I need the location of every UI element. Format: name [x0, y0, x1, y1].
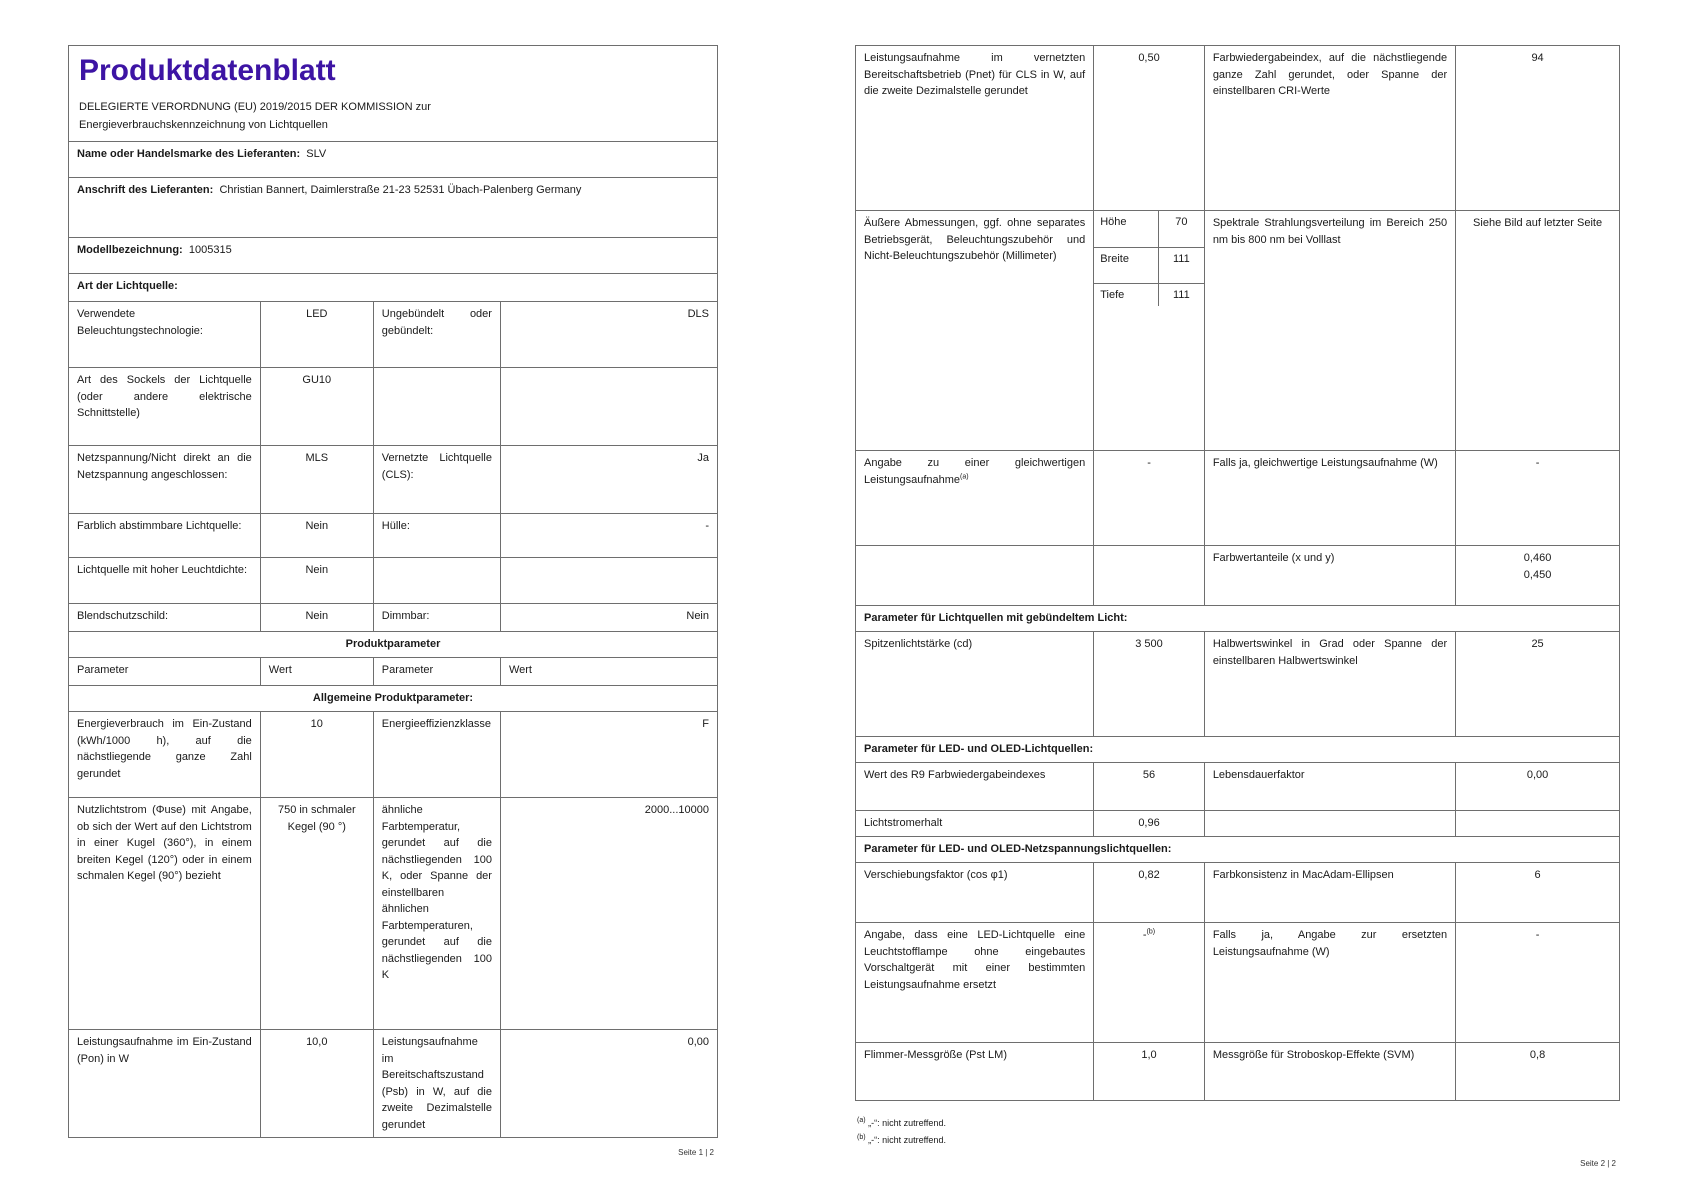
param-value-cell: MLS [260, 446, 373, 514]
param-value-cell [500, 558, 717, 604]
param-value-cell: LED [260, 302, 373, 368]
footnote-b: $^{(b)}$ „-“: nicht zutreffend. [857, 1134, 946, 1146]
param-value-cell: 750 in schmaler Kegel (90 °) [260, 798, 373, 1030]
product-parameters-header: Produktparameter [69, 632, 718, 658]
model-label: Modellbezeichnung: [77, 244, 183, 256]
param-value-cell: Ja [500, 446, 717, 514]
footnote-marker: (b) [1146, 928, 1156, 936]
table-row-mains [69, 446, 718, 514]
param-value-cell: 25 [1456, 632, 1620, 737]
table-row-displacement-factor [856, 863, 1620, 923]
param-value-cell: - [1456, 923, 1620, 1043]
section-header: Parameter für Lichtquellen mit gebündeltem Licht: [856, 606, 1620, 632]
table-row-dimensions [856, 211, 1620, 451]
param-label-cell: Spitzenlichtstärke (cd) [856, 632, 1094, 737]
param-label-cell: Ungebündelt oder gebündelt: [373, 302, 500, 368]
column-headers-row [69, 658, 718, 686]
param-value-cell: Nein [260, 514, 373, 558]
param-value-cell: 0,8 [1456, 1043, 1620, 1101]
empty-cell [1456, 811, 1620, 837]
param-value-cell: 10,0 [260, 1030, 373, 1138]
dimensions-subtable-cell [1094, 211, 1205, 451]
param-label-cell: Farbkonsistenz in MacAdam-Ellipsen [1204, 863, 1455, 923]
footnote-a: $^{(a)}$ „-“: nicht zutreffend. [857, 1117, 946, 1128]
param-value-cell: Nein [260, 604, 373, 632]
column-header: Parameter [69, 658, 261, 686]
param-label-cell: Farblich abstimmbare Lichtquelle: [69, 514, 261, 558]
param-label-cell: Art des Sockels der Lichtquelle (oder andere elektrische Schnittstelle) [69, 368, 261, 446]
param-value-cell: 1,0 [1094, 1043, 1205, 1101]
param-label-cell: Angabe, dass eine LED-Lichtquelle eine Leuchtstofflampe ohne eingebautes Vorschaltgerät mit einer bestimmten Leistungsaufnahme ersetzt [856, 923, 1094, 1043]
footnote-marker: (a) [857, 1117, 866, 1124]
dimension-name: Höhe [1094, 211, 1158, 247]
param-label-cell [373, 368, 500, 446]
supplier-name-value: SLV [306, 148, 327, 160]
table-row-peak-intensity [856, 632, 1620, 737]
param-value-cell [1456, 546, 1620, 606]
param-label-cell: Netzspannung/Nicht direkt an die Netzspannung angeschlossen: [69, 446, 261, 514]
regulation-text: DELEGIERTE VERORDNUNG (EU) 2019/2015 DER KOMMISSION zur Energieverbrauchskennzeichnung von Lichtquellen [79, 101, 431, 131]
table-row-anti-glare [69, 604, 718, 632]
param-label-cell: Halbwertswinkel in Grad oder Spanne der einstellbaren Halbwertswinkel [1204, 632, 1455, 737]
dimension-name: Tiefe [1094, 283, 1158, 306]
dimension-value: 70 [1158, 211, 1203, 247]
param-value-cell: 6 [1456, 863, 1620, 923]
param-value-cell: 3 500 [1094, 632, 1205, 737]
param-label-cell: Lichtstromerhalt [856, 811, 1094, 837]
light-source-type-header: Art der Lichtquelle: [69, 274, 718, 302]
title-row [69, 46, 718, 142]
table-row-color-tunable [69, 514, 718, 558]
param-label-cell: Leistungsaufnahme im Ein-Zustand (Pon) in W [69, 1030, 261, 1138]
table-row-high-luminance [69, 558, 718, 604]
page2-footer: Seite 2 | 2 [1580, 1159, 1616, 1169]
param-label-cell: Leistungsaufnahme im vernetzten Bereitschaftsbetrieb (Pnet) für CLS in W, auf die zweite Dezimalstelle gerundet [856, 46, 1094, 211]
param-value-cell: 0,00 [500, 1030, 717, 1138]
footnote-marker: (a) [960, 472, 969, 480]
general-parameters-header-row [69, 686, 718, 712]
section-header-mains-led [856, 837, 1620, 863]
section-header-directional [856, 606, 1620, 632]
param-label-cell: Leistungsaufnahme im Bereitschaftszustand (Psb) in W, auf die zweite Dezimalstelle gerundet [373, 1030, 500, 1138]
param-label-cell: Spektrale Strahlungsverteilung im Bereich 250 nm bis 800 nm bei Volllast [1204, 211, 1455, 451]
param-label-cell: Verwendete Beleuchtungstechnologie: [69, 302, 261, 368]
empty-cell [1204, 811, 1455, 837]
supplier-name-label: Name oder Handelsmarke des Lieferanten: [77, 148, 301, 160]
section-header-led-oled [856, 737, 1620, 763]
param-label-cell [373, 558, 500, 604]
dimension-value: 111 [1158, 247, 1203, 283]
param-value-cell: - [500, 514, 717, 558]
param-label-cell: Energieverbrauch im Ein-Zustand (kWh/1000 h), auf die nächstliegende ganze Zahl gerundet [69, 712, 261, 798]
table-row-networked-standby [856, 46, 1620, 211]
dimensions-label-cell: Äußere Abmessungen, ggf. ohne separates Betriebsgerät, Beleuchtungszubehör und Nicht-Beleuchtungszubehör (Millimeter) [856, 211, 1094, 451]
param-label-cell: Flimmer-Messgröße (Pst LM) [856, 1043, 1094, 1101]
param-label-cell: Dimmbar: [373, 604, 500, 632]
supplier-address-value: Christian Bannert, Daimlerstraße 21-23 52531 Übach-Palenberg Germany [219, 184, 582, 196]
param-value-cell: 2000...10000 [500, 798, 717, 1030]
table-row-flicker [856, 1043, 1620, 1101]
param-label-cell: Farbwiedergabeindex, auf die nächstliegende ganze Zahl gerundet, oder Spanne der einstellbaren CRI-Werte [1204, 46, 1455, 211]
param-value-cell: Nein [260, 558, 373, 604]
dimension-name: Breite [1094, 247, 1158, 283]
model-value: 1005315 [188, 244, 232, 256]
param-label-cell: Farbwertanteile (x und y) [1204, 546, 1455, 606]
page-2 [855, 45, 1620, 1168]
footnotes [855, 1115, 1620, 1149]
param-label-cell: Blendschutzschild: [69, 604, 261, 632]
empty-cell [1094, 546, 1205, 606]
param-label-cell: ähnliche Farbtemperatur, gerundet auf die nächstliegenden 100 K, oder Spanne der einstellbaren ähnlichen Farbtemperaturen, gerundet auf die nächstliegenden 100 K [373, 798, 500, 1030]
param-value-cell: Siehe Bild auf letzter Seite [1456, 211, 1620, 451]
param-value-cell [500, 368, 717, 446]
table-row-r9 [856, 763, 1620, 811]
param-label-cell: Wert des R9 Farbwiedergabeindexes [856, 763, 1094, 811]
table-row-energy-consumption [69, 712, 718, 798]
table-row-chromaticity [856, 546, 1620, 606]
param-label-cell: Angabe zu einer gleichwertigen Leistungsaufnahme$^{(a)}$ [856, 451, 1094, 546]
column-header: Wert [260, 658, 373, 686]
table-row-technology [69, 302, 718, 368]
dimension-row-width [1094, 247, 1204, 283]
dimension-value: 111 [1172, 288, 1190, 301]
section-header: Parameter für LED- und OLED-Netzspannungslichtquellen: [856, 837, 1620, 863]
param-label-cell: Messgröße für Stroboskop-Effekte (SVM) [1204, 1043, 1455, 1101]
param-value-cell: 0,82 [1094, 863, 1205, 923]
page1-footer: Seite 1 | 2 [678, 1148, 714, 1157]
param-value-cell: Nein [500, 604, 717, 632]
dimension-row-depth [1094, 283, 1204, 306]
product-parameters-header-row [69, 632, 718, 658]
light-source-type-header-row [69, 274, 718, 302]
param-label-cell: Falls ja, gleichwertige Leistungsaufnahme (W) [1204, 451, 1455, 546]
param-value-cell: 10 [260, 712, 373, 798]
param-value-cell: 0,96 [1094, 811, 1205, 837]
param-label-cell: Verschiebungsfaktor (cos φ1) [856, 863, 1094, 923]
section-header: Parameter für LED- und OLED-Lichtquellen: [856, 737, 1620, 763]
param-label-cell: Vernetzte Lichtquelle (CLS): [373, 446, 500, 514]
table-row-lumen-maintenance [856, 811, 1620, 837]
page-1 [68, 45, 718, 1157]
dimensions-subtable [1094, 211, 1204, 306]
dimension-row-height [1094, 211, 1204, 247]
chromaticity-x: 0,460 [1523, 552, 1552, 564]
empty-cell [856, 546, 1094, 606]
param-label-cell: Falls ja, Angabe zur ersetzten Leistungsaufnahme (W) [1204, 923, 1455, 1043]
model-row [69, 238, 718, 274]
column-header: Parameter [373, 658, 500, 686]
param-value-cell: 0,00 [1456, 763, 1620, 811]
chromaticity-y: 0,450 [1523, 568, 1552, 581]
param-value-cell: -$^{(b)}$ [1094, 923, 1205, 1043]
document-title: Produktdatenblatt [79, 54, 336, 87]
param-value-cell: - [1094, 451, 1205, 546]
param-label-cell: Nutzlichtstrom (Φuse) mit Angabe, ob sich der Wert auf den Lichtstrom in einer Kugel (360°), in einem breiten Kegel (120°) oder in einem schmalen Kegel (90°) bezieht [69, 798, 261, 1030]
param-value-cell: GU10 [260, 368, 373, 446]
supplier-address-row [69, 178, 718, 238]
column-header: Wert [500, 658, 717, 686]
table-row-power-on-mode [69, 1030, 718, 1138]
param-label-cell: Lichtquelle mit hoher Leuchtdichte: [69, 558, 261, 604]
table-row-fluorescent-replacement [856, 923, 1620, 1043]
supplier-name-row [69, 142, 718, 178]
param-value-cell: 94 [1456, 46, 1620, 211]
param-value-cell: F [500, 712, 717, 798]
page1-table [68, 45, 718, 1138]
param-value-cell: 56 [1094, 763, 1205, 811]
param-label-cell: Hülle: [373, 514, 500, 558]
table-row-socket [69, 368, 718, 446]
param-value-cell: DLS [500, 302, 717, 368]
supplier-address-label: Anschrift des Lieferanten: [77, 184, 214, 196]
footnote-marker: (b) [857, 1134, 866, 1142]
page2-table [855, 45, 1620, 1101]
param-value-cell: - [1456, 451, 1620, 546]
table-row-useful-luminous-flux [69, 798, 718, 1030]
table-row-equivalent-power [856, 451, 1620, 546]
general-parameters-header: Allgemeine Produktparameter: [69, 686, 718, 712]
param-label-cell: Lebensdauerfaktor [1204, 763, 1455, 811]
param-value-cell: 0,50 [1094, 46, 1205, 211]
param-label-cell: Energieeffizienzklasse [373, 712, 500, 798]
